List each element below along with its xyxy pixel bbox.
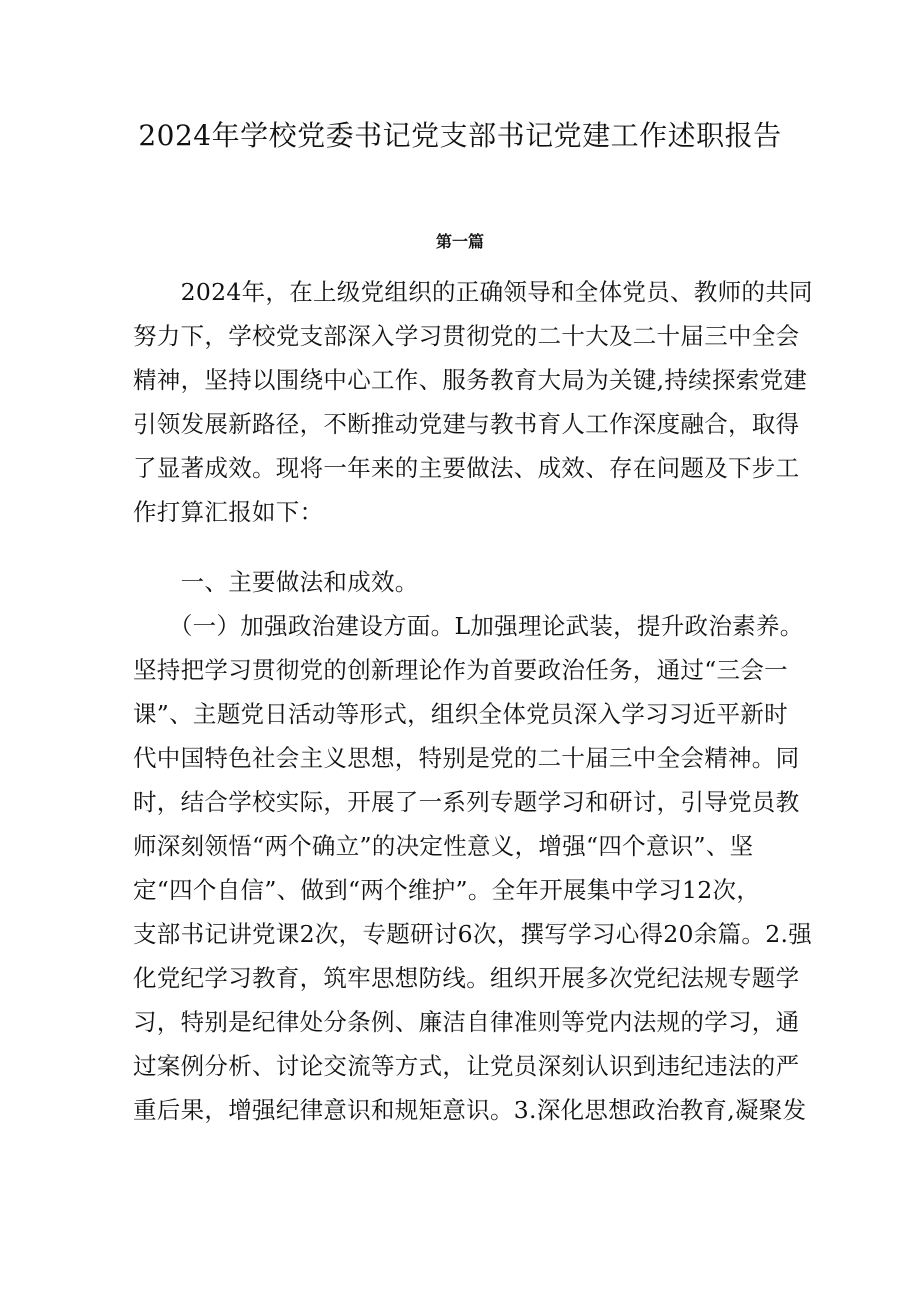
document-title: 2024年学校党委书记党支部书记党建工作述职报告 (138, 119, 782, 152)
heading-main-practices (133, 560, 813, 604)
section-1-paragraph (133, 604, 813, 1132)
text-line: 化党纪学习教育，筑牢思想防线。组织开展多次党纪法规专题学 (133, 964, 800, 992)
text-line: 定“四个自信”、做到“两个维护”。全年开展集中学习12次， (133, 876, 761, 904)
text-line: 精神，坚持以围绕中心工作、服务教育大局为关键,持续探索党建 (133, 366, 808, 394)
text-line: 习，特别是纪律处分条例、廉洁自律准则等党内法规的学习，通 (133, 1008, 800, 1036)
text-line: 课”、主题党日活动等形式，组织全体党员深入学习习近平新时 (133, 700, 788, 728)
text-line: 师深刻领悟“两个确立”的决定性意义，增强“四个意识”、坚 (133, 832, 754, 860)
text-line: 代中国特色社会主义思想，特别是党的二十届三中全会精神。同 (133, 744, 800, 772)
text-line: 作打算汇报如下： (133, 498, 324, 526)
section-label: 第一篇 (435, 232, 484, 251)
text-line: 2024年，在上级党组织的正确领导和全体党员、教师的共同 (133, 278, 813, 306)
text-line: 引领发展新路径，不断推动党建与教书育人工作深度融合，取得 (133, 410, 800, 438)
section-heading: 一、主要做法和成效。 (133, 568, 419, 596)
text-line: 过案例分析、讨论交流等方式，让党员深刻认识到违纪违法的严 (133, 1052, 800, 1080)
text-line: 坚持把学习贯彻党的创新理论作为首要政治任务，通过“三会一 (133, 656, 788, 684)
text-line: 重后果，增强纪律意识和规矩意识。3.深化思想政治教育,凝聚发 (133, 1096, 807, 1124)
text-line: 了显著成效。现将一年来的主要做法、成效、存在问题及下步工 (133, 454, 800, 482)
text-line: 支部书记讲党课2次，专题研讨6次，撰写学习心得20余篇。2.强 (133, 920, 813, 948)
text-line: 努力下，学校党支部深入学习贯彻党的二十大及二十届三中全会 (133, 322, 800, 350)
intro-paragraph (133, 270, 813, 534)
text-line: （一）加强政治建设方面。L加强理论武装，提升政治素养。 (133, 612, 804, 640)
text-line: 时，结合学校实际，开展了一系列专题学习和研讨，引导党员教 (133, 788, 800, 816)
